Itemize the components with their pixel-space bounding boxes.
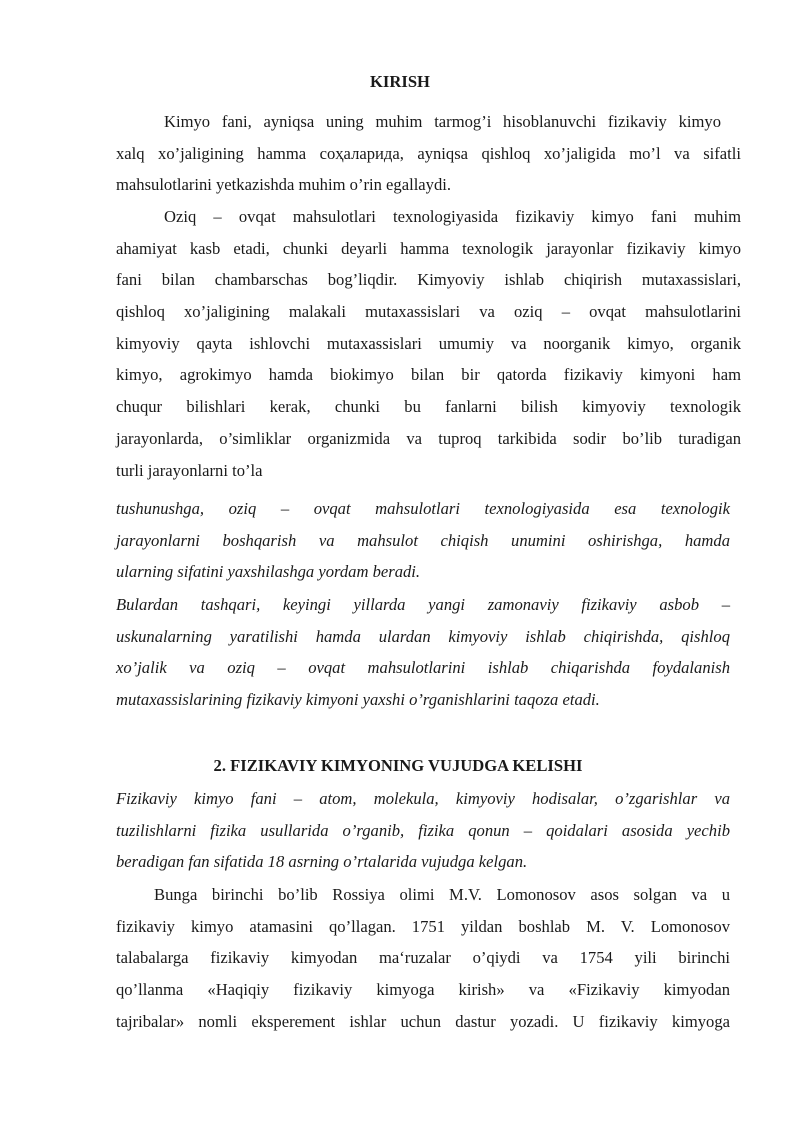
section2-paragraph-1 <box>116 783 730 878</box>
text-line: xo’jalik va oziq – ovqat mahsulotlarini ishlab chiqarishda foydalanish <box>116 658 730 678</box>
text-line: beradigan fan sifatida 18 asrning o’rtalarida vujudga kelgan. <box>116 852 528 872</box>
text-line: chuqur bilishlari kerak, chunki bu fanlarni bilish kimyoviy texnologik <box>116 397 741 417</box>
text-line: Bunga birinchi bo’lib Rossiya olimi M.V. Lomonosov asos solgan va u <box>154 885 730 904</box>
text-line: fizikaviy kimyo atamasini qo’llagan. 1751 yildan boshlab M. V. Lomonosov <box>116 916 730 936</box>
text-line: Kimyo fani, ayniqsa uning muhim tarmog’i hisoblanuvchi fizikaviy kimyo <box>164 112 721 131</box>
heading-section-2: 2. FIZIKAVIY KIMYONING VUJUDGA KELISHI <box>213 756 583 775</box>
intro-paragraph-1 <box>116 106 741 201</box>
text-line: qishloq xo’jaligining malakali mutaxassislari va oziq – ovqat mahsulotlarini <box>116 302 741 322</box>
text-line: tajribalar» nomli eksperement ishlar uchun dastur yozadi. U fizikaviy kimyoga <box>116 1011 730 1031</box>
heading-kirish: KIRISH <box>370 72 430 91</box>
text-line: tuzilishlarni fizika usullarida o’rganib, fizika qonun – qoidalari asosida yechib <box>116 820 730 840</box>
text-line: xalq xo’jaligining hamma соҳаларида, ayniqsa qishloq xo’jaligida mo’l va sifatli <box>116 143 741 163</box>
text-line: mutaxassislarining fizikaviy kimyoni yaxshi o’rganishlarini taqoza etadi. <box>116 690 600 710</box>
text-line: turli jarayonlarni to’la <box>116 460 263 480</box>
text-line: uskunalarning yaratilishi hamda ulardan kimyoviy ishlab chiqirishda, qishloq <box>116 626 730 646</box>
intro-paragraph-2 <box>116 201 741 486</box>
text-line: ahamiyat kasb etadi, chunki deyarli hamma texnologik jarayonlar fizikaviy kimyo <box>116 238 741 258</box>
text-line: tushunushga, oziq – ovqat mahsulotlari texnologiyasida esa texnologik <box>116 499 730 518</box>
text-line: kimyo, agrokimyo hamda biokimyo bilan bir qatorda fizikaviy kimyoni ham <box>116 365 741 385</box>
text-line: kimyoviy qayta ishlovchi mutaxassislari umumiy va noorganik kimyo, organik <box>116 333 741 353</box>
text-line: talabalarga fizikaviy kimyodan ma‘ruzalar o’qiydi va 1754 yili birinchi <box>116 948 730 968</box>
text-line: qo’llanma «Haqiqiy fizikaviy kimyoga kirish» va «Fizikaviy kimyodan <box>116 980 730 1000</box>
text-line: Oziq – ovqat mahsulotlari texnologiyasida fizikaviy kimyo fani muhim <box>164 207 741 226</box>
text-line: jarayonlarni boshqarish va mahsulot chiqish unumini oshirishga, hamda <box>116 530 730 550</box>
text-line: Fizikaviy kimyo fani – atom, molekula, kimyoviy hodisalar, o’zgarishlar va <box>116 789 730 808</box>
text-line: Bulardan tashqari, keyingi yillarda yangi zamonaviy fizikaviy asbob – <box>116 595 730 614</box>
text-line: jarayonlarda, o’simliklar organizmida va tuproq tarkibida sodir bo’lib turadigan <box>116 428 741 448</box>
section2-paragraph-2 <box>116 879 730 1037</box>
intro-paragraph-4 <box>116 589 730 716</box>
text-line: ularning sifatini yaxshilashga yordam beradi. <box>116 562 421 582</box>
text-line: fani bilan chambarschas bog’liqdir. Kimyoviy ishlab chiqirish mutaxassislari, <box>116 270 741 290</box>
intro-paragraph-3 <box>116 493 730 588</box>
text-line: mahsulotlarini yetkazishda muhim o’rin egallaydi. <box>116 175 452 195</box>
